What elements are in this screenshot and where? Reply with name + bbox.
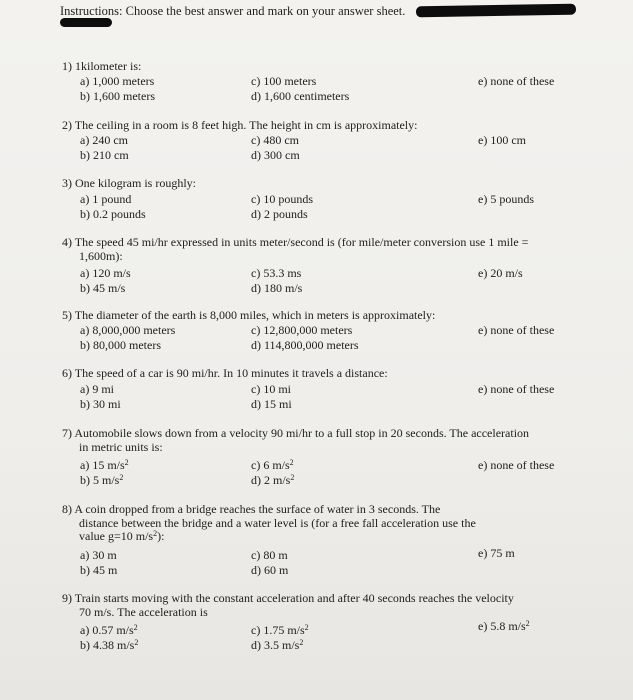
- option-a: a) 8,000,000 meters: [80, 323, 176, 337]
- option-text: e) 5.8 m/s: [478, 619, 526, 633]
- stem-text: value g=10 m/s: [79, 529, 154, 543]
- question-stem-line2: distance between the bridge and a water level is (for a free fall acceleration use the: [79, 515, 476, 530]
- option-d: [251, 638, 303, 653]
- redaction-mark: [416, 4, 576, 18]
- option-e: e) 100 cm: [478, 133, 526, 147]
- option-a: a) 240 cm: [80, 133, 128, 147]
- superscript: 2: [299, 638, 304, 647]
- option-b: b) 30 mi: [80, 397, 121, 411]
- option-e: [478, 619, 530, 634]
- superscript: 2: [133, 623, 138, 632]
- option-c: c) 80 m: [251, 548, 288, 562]
- option-text: c) 6 m/s: [251, 458, 290, 472]
- option-b: b) 1,600 meters: [80, 89, 155, 103]
- option-text: b) 4.38 m/s: [80, 638, 135, 652]
- redaction-mark: [60, 18, 112, 27]
- option-a: a) 120 m/s: [80, 266, 131, 280]
- option-b: b) 45 m/s: [80, 281, 126, 295]
- question-stem-line2: 1,600m):: [79, 248, 123, 263]
- question-stem-line2: in metric units is:: [79, 439, 163, 454]
- option-b: b) 45 m: [80, 563, 118, 577]
- option-text: a) 0.57 m/s: [80, 623, 134, 637]
- question-8: [62, 503, 476, 544]
- superscript: 2: [289, 458, 294, 467]
- option-a: a) 1 pound: [80, 192, 132, 206]
- question-5: [62, 309, 435, 323]
- question-1: [62, 60, 141, 74]
- option-d: d) 1,600 centimeters: [251, 89, 350, 103]
- option-b: b) 80,000 meters: [80, 338, 161, 352]
- question-4: [62, 236, 528, 263]
- question-stem: 1) 1kilometer is:: [62, 59, 142, 73]
- option-a: a) 9 mi: [80, 382, 114, 396]
- option-e: e) 75 m: [478, 546, 515, 560]
- option-e: e) none of these: [478, 458, 555, 472]
- question-stem: 3) One kilogram is roughly:: [62, 176, 196, 190]
- option-c: c) 12,800,000 meters: [251, 323, 353, 337]
- superscript: 2: [290, 473, 295, 482]
- option-c: [251, 458, 294, 473]
- option-e: e) 5 pounds: [478, 192, 534, 206]
- option-d: d) 2 pounds: [251, 207, 308, 221]
- option-c: c) 10 mi: [251, 382, 291, 396]
- question-stem: 5) The diameter of the earth is 8,000 miles, which in meters is approximately:: [62, 308, 436, 322]
- option-b: [80, 473, 123, 488]
- question-3: [62, 177, 196, 191]
- option-a: a) 30 m: [80, 548, 117, 562]
- superscript: 2: [124, 458, 129, 467]
- question-7: [62, 427, 529, 454]
- option-d: d) 60 m: [251, 563, 289, 577]
- option-a: [80, 623, 138, 638]
- option-e: e) none of these: [478, 382, 555, 396]
- option-d: d) 114,800,000 meters: [251, 338, 359, 352]
- instructions-text: Instructions: Choose the best answer and mark on your answer sheet.: [60, 4, 406, 18]
- question-stem-line1: 8) A coin dropped from a bridge reaches the surface of water in 3 seconds. The: [62, 502, 441, 516]
- superscript: 2: [119, 473, 124, 482]
- option-c: c) 480 cm: [251, 133, 299, 147]
- superscript: 2: [153, 529, 158, 538]
- option-d: d) 180 m/s: [251, 281, 303, 295]
- option-e: e) 20 m/s: [478, 266, 523, 280]
- question-stem-line3: [62, 530, 476, 544]
- question-9: [62, 592, 514, 619]
- question-6: [62, 367, 388, 381]
- stem-text: ):: [157, 529, 165, 543]
- option-a: a) 1,000 meters: [80, 74, 155, 88]
- superscript: 2: [304, 623, 309, 632]
- question-stem-line1: 9) Train starts moving with the constant acceleration and after 40 seconds reaches the velocity: [62, 591, 514, 605]
- option-text: c) 1.75 m/s: [251, 623, 305, 637]
- question-stem-line1: 7) Automobile slows down from a velocity 90 mi/hr to a full stop in 20 seconds. The acceleration: [62, 426, 530, 440]
- option-c: c) 10 pounds: [251, 192, 313, 206]
- option-b: b) 210 cm: [80, 148, 129, 162]
- option-text: d) 2 m/s: [251, 473, 291, 487]
- question-stem-line2: 70 m/s. The acceleration is: [79, 604, 208, 619]
- option-d: d) 300 cm: [251, 148, 300, 162]
- question-stem: 6) The speed of a car is 90 mi/hr. In 10 minutes it travels a distance:: [62, 366, 388, 380]
- superscript: 2: [525, 619, 530, 628]
- question-stem: 2) The ceiling in a room is 8 feet high. The height in cm is approximately:: [62, 118, 418, 132]
- option-b: b) 0.2 pounds: [80, 207, 146, 221]
- option-text: d) 3.5 m/s: [251, 638, 300, 652]
- question-stem-line1: 4) The speed 45 mi/hr expressed in units meter/second is (for mile/meter conversion use 1 mile =: [62, 235, 529, 249]
- option-d: [251, 473, 294, 488]
- question-2: [62, 119, 417, 133]
- option-c: c) 53.3 ms: [251, 266, 302, 280]
- option-e: e) none of these: [478, 323, 555, 337]
- option-text: b) 5 m/s: [80, 473, 120, 487]
- option-b: [80, 638, 138, 653]
- option-d: d) 15 mi: [251, 397, 292, 411]
- option-a: [80, 458, 129, 473]
- superscript: 2: [134, 638, 139, 647]
- option-c: c) 100 meters: [251, 74, 317, 88]
- option-e: e) none of these: [478, 74, 555, 88]
- option-text: a) 15 m/s: [80, 458, 125, 472]
- option-c: [251, 623, 309, 638]
